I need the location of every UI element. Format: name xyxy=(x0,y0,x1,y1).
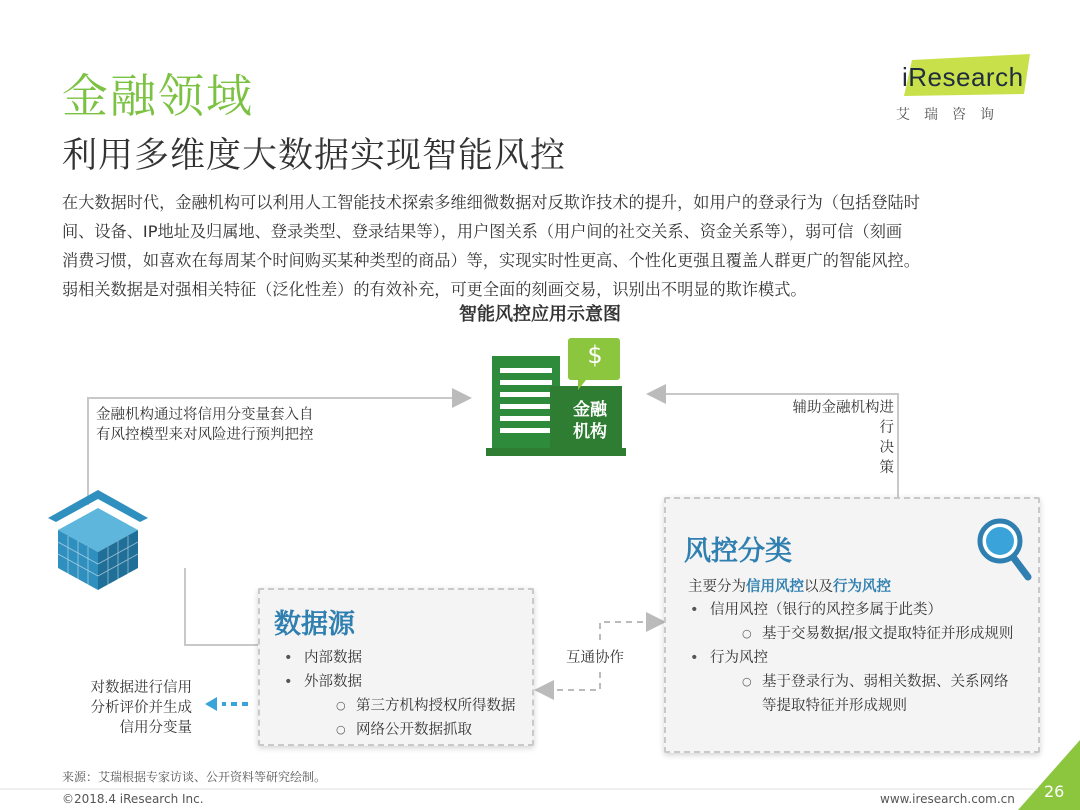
right-note-line: 行 xyxy=(879,420,894,436)
risk-intro-text: 以及 xyxy=(804,579,833,595)
line-cube-to-datasource xyxy=(185,568,258,645)
list-item: 等提取特征并形成规则 xyxy=(762,698,907,714)
risk-classification-box xyxy=(664,497,1040,753)
website: www.iresearch.com.cn xyxy=(880,792,1015,806)
bottom-left-note xyxy=(80,678,192,738)
magnifier-icon xyxy=(976,517,1036,583)
left-note-line: 金融机构通过将信用分变量套入自 xyxy=(96,407,314,423)
data-source-title: 数据源 xyxy=(274,609,355,640)
left-note xyxy=(96,405,314,445)
risk-list xyxy=(710,598,1013,718)
right-note xyxy=(784,398,894,478)
intro-line: 间、设备、IP地址及归属地、登录类型、登录结果等），用户图关系（用户间的社交关系、资金关系等），弱可信（刻画 xyxy=(62,222,903,241)
bottom-left-note-line: 信用分变量 xyxy=(119,720,192,736)
diagram-title: 智能风控应用示意图 xyxy=(459,304,621,325)
institution-label-line: 金融 xyxy=(573,400,607,420)
list-item: • 行为风控 xyxy=(710,646,1013,670)
cooperation-label: 互通协作 xyxy=(566,650,624,666)
page-subtitle: 利用多维度大数据实现智能风控 xyxy=(62,136,567,176)
logo-text: iResearch xyxy=(902,62,1024,92)
right-note-line: 辅助金融机构进 xyxy=(792,400,894,416)
bottom-left-note-line: 分析评价并生成 xyxy=(90,700,192,716)
bottom-left-note-line: 对数据进行信用 xyxy=(90,680,192,696)
risk-intro xyxy=(688,575,891,596)
right-note-line: 策 xyxy=(879,460,894,476)
highlight-credit-risk: 信用风控 xyxy=(746,579,804,595)
dollar-sign: $ xyxy=(587,341,603,369)
list-item: ○ 网络公开数据抓取 xyxy=(356,718,516,742)
page-title: 金融领域 xyxy=(62,69,254,123)
copyright: ©2018.4 iResearch Inc. xyxy=(62,792,204,806)
risk-intro-text: 主要分为 xyxy=(688,579,746,595)
list-item: ○ 第三方机构授权所得数据 xyxy=(356,694,516,718)
intro-line: 在大数据时代，金融机构可以利用人工智能技术探索多维细微数据对反欺诈技术的提升，如用户的登录行为（包括登陆时 xyxy=(62,193,920,212)
intro-line: 消费习惯，如喜欢在每周某个时间购买某种类型的商品）等，实现实时性更高、个性化更强且覆盖人群更广的智能风控。 xyxy=(62,251,920,270)
list-item: • 外部数据 xyxy=(304,670,516,694)
right-note-line: 决 xyxy=(879,440,894,456)
data-source-list xyxy=(304,646,516,742)
highlight-behavior-risk: 行为风控 xyxy=(833,579,891,595)
data-cube-icon xyxy=(48,490,148,590)
list-item: ○ 基于登录行为、弱相关数据、关系网络 xyxy=(762,670,1013,694)
intro-line: 弱相关数据是对强相关特征（泛化性差）的有效补充，可更全面的刻画交易，识别出不明显的欺诈模式。 xyxy=(62,280,807,299)
logo-subtext: 艾瑞咨询 xyxy=(896,107,1008,123)
list-item: ○ 基于交易数据/报文提取特征并形成规则 xyxy=(762,622,1013,646)
page-number: 26 xyxy=(1044,782,1065,801)
list-item: • 内部数据 xyxy=(304,646,516,670)
risk-title: 风控分类 xyxy=(684,536,792,567)
source-note: 来源：艾瑞根据专家访谈、公开资料等研究绘制。 xyxy=(62,770,327,784)
left-note-line: 有风控模型来对风险进行预判把控 xyxy=(96,427,314,443)
institution-label xyxy=(550,399,630,443)
institution-label-line: 机构 xyxy=(573,422,607,442)
list-item: • 信用风控（银行的风控多属于此类） xyxy=(710,598,1013,622)
data-source-box xyxy=(258,588,534,746)
